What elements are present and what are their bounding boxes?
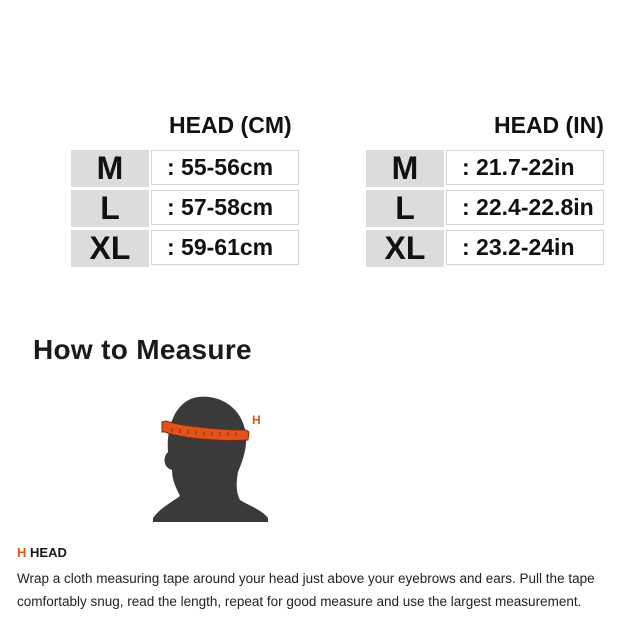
size-value: : 57-58cm [151,190,299,225]
size-label: L [71,190,149,227]
size-label: XL [366,230,444,267]
size-row [71,190,299,227]
head-measurement-illustration [150,392,270,522]
section-letter: H [17,545,27,560]
size-row [71,150,299,187]
how-to-measure-heading: How to Measure [33,334,252,365]
size-label: M [71,150,149,187]
section-name: HEAD [30,545,67,560]
size-table-in [366,112,614,272]
table-title: HEAD (IN) [494,112,604,138]
head-silhouette [153,397,268,522]
size-row [366,190,604,227]
size-label: L [366,190,444,227]
size-value: : 59-61cm [151,230,299,265]
size-row [366,230,604,267]
size-value: : 55-56cm [151,150,299,185]
size-value: : 22.4-22.8in [446,190,604,225]
size-value: : 21.7-22in [446,150,604,185]
size-label: M [366,150,444,187]
section-label [17,545,67,560]
measurement-instructions: Wrap a cloth measuring tape around your head just above your eyebrows and ears. Pull the tape comfortably snug, read the length, repeat for good measure and use the largest measurement. [17,571,595,609]
figure-marker: H [252,413,261,427]
table-title: HEAD (CM) [169,112,292,138]
size-value: : 23.2-24in [446,230,604,265]
size-label: XL [71,230,149,267]
size-row [366,150,604,187]
size-row [71,230,299,267]
size-table-cm [71,112,301,272]
